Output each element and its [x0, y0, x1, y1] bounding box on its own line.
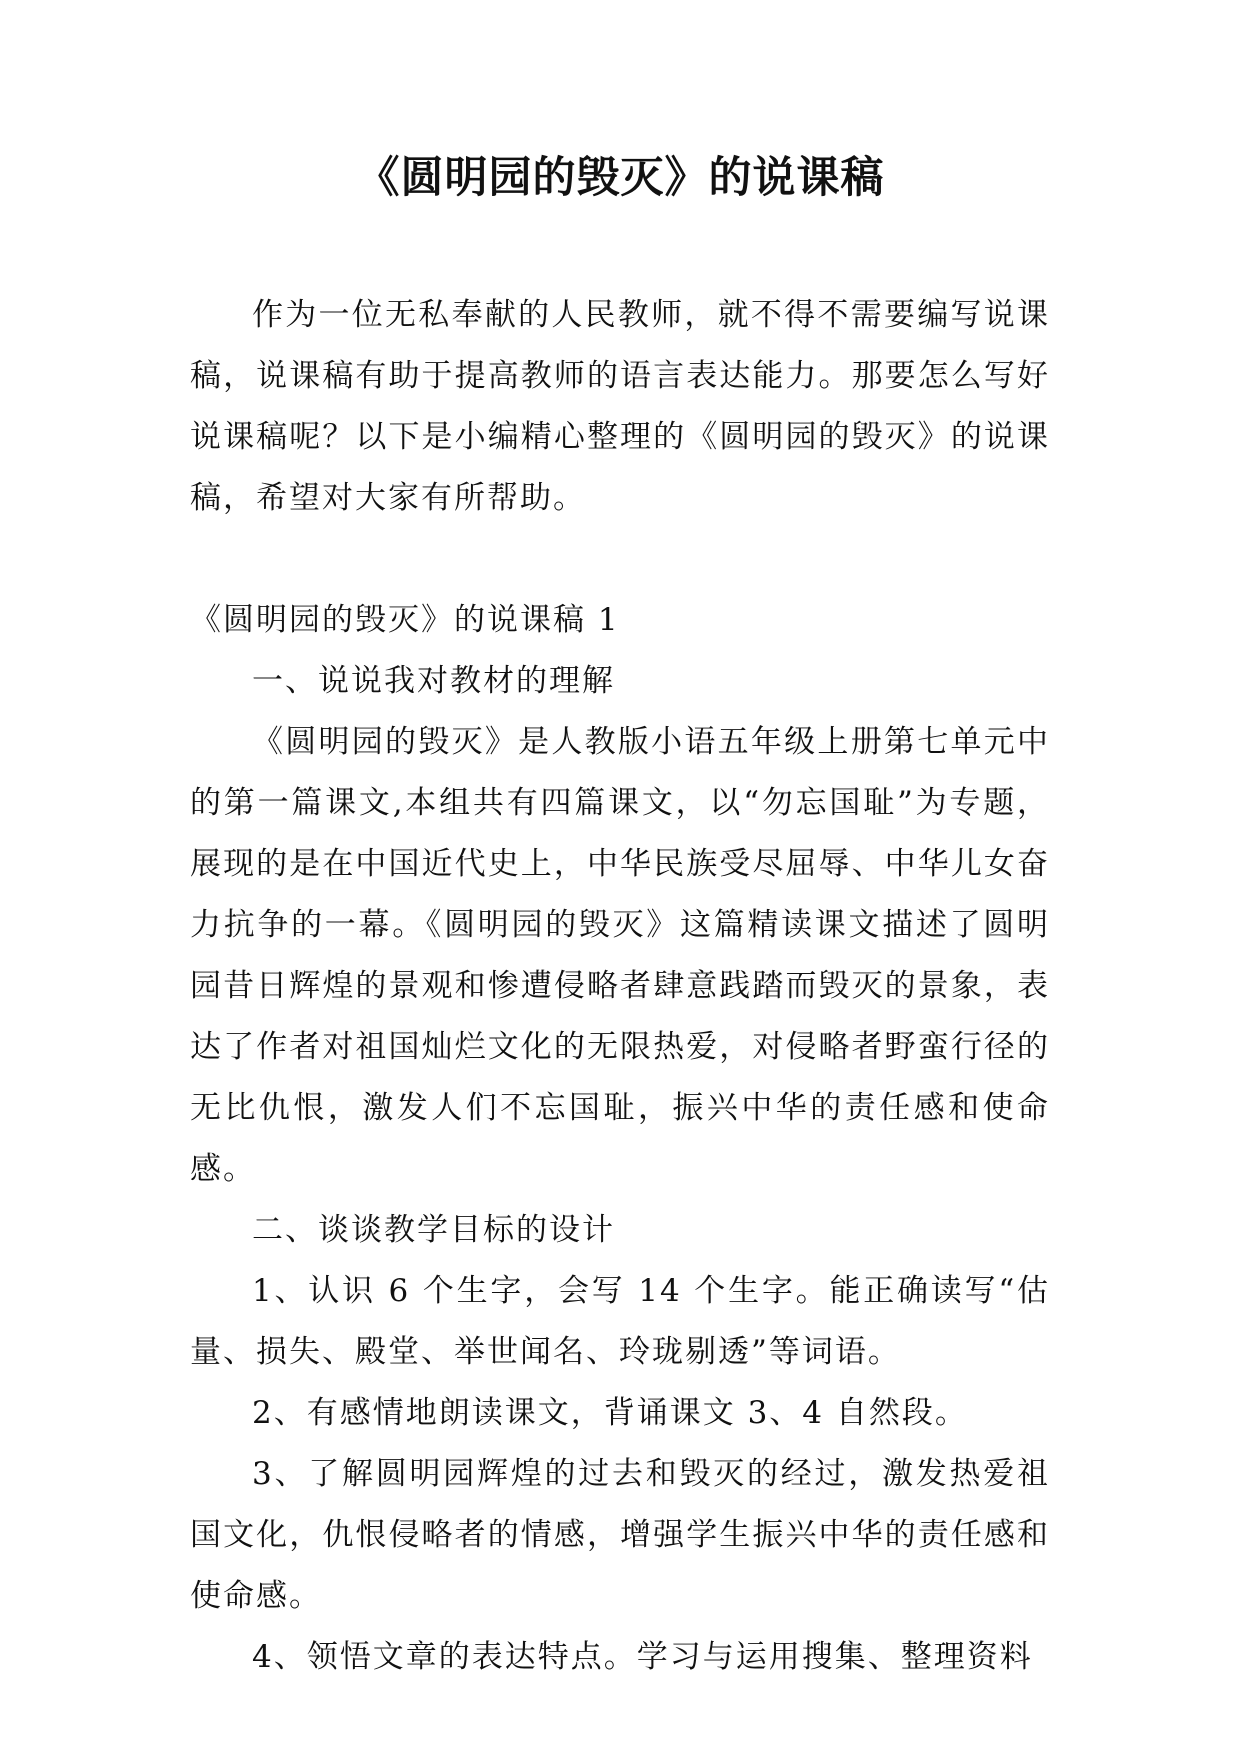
- page-title: 《圆明园的毁灭》的说课稿: [356, 153, 885, 203]
- goal-item-3: 3、了解圆明园辉煌的过去和毁灭的经过，激发热爱祖国文化，仇恨侵略者的情感，增强学生振兴中华的责任感和使命感。: [190, 1456, 1050, 1614]
- document-body: [190, 285, 1050, 1688]
- goal-item-2: 2、有感情地朗读课文，背诵课文 3、4 自然段。: [252, 1395, 968, 1431]
- paragraph-spacer: [190, 529, 1050, 590]
- goal-item-4: 4、领悟文章的表达特点。学习与运用搜集、整理资料: [252, 1639, 1033, 1675]
- textbook-paragraph: 《圆明园的毁灭》是人教版小语五年级上册第七单元中的第一篇课文,本组共有四篇课文，以“勿忘国耻”为专题，展现的是在中国近代史上，中华民族受尽屈辱、中华儿女奋力抗争的一幕。《圆明园的毁灭》这篇精读课文描述了圆明园昔日辉煌的景观和惨遭侵略者肆意践踏而毁灭的景象，表达了作者对祖国灿烂文化的无限热爱，对侵略者野蛮行径的无比仇恨，激发人们不忘国耻，振兴中华的责任感和使命感。: [190, 724, 1050, 1187]
- heading-teaching-goals: 二、谈谈教学目标的设计: [252, 1212, 615, 1248]
- intro-paragraph: 作为一位无私奉献的人民教师，就不得不需要编写说课稿，说课稿有助于提高教师的语言表达能力。那要怎么写好说课稿呢？以下是小编精心整理的《圆明园的毁灭》的说课稿，希望对大家有所帮助。: [190, 297, 1050, 516]
- heading-textbook-understanding: 一、说说我对教材的理解: [252, 663, 615, 699]
- section-heading: 《圆明园的毁灭》的说课稿 1: [190, 602, 620, 638]
- goal-item-1: 1、认识 6 个生字，会写 14 个生字。能正确读写“估量、损失、殿堂、举世闻名、玲珑剔透”等词语。: [190, 1273, 1050, 1370]
